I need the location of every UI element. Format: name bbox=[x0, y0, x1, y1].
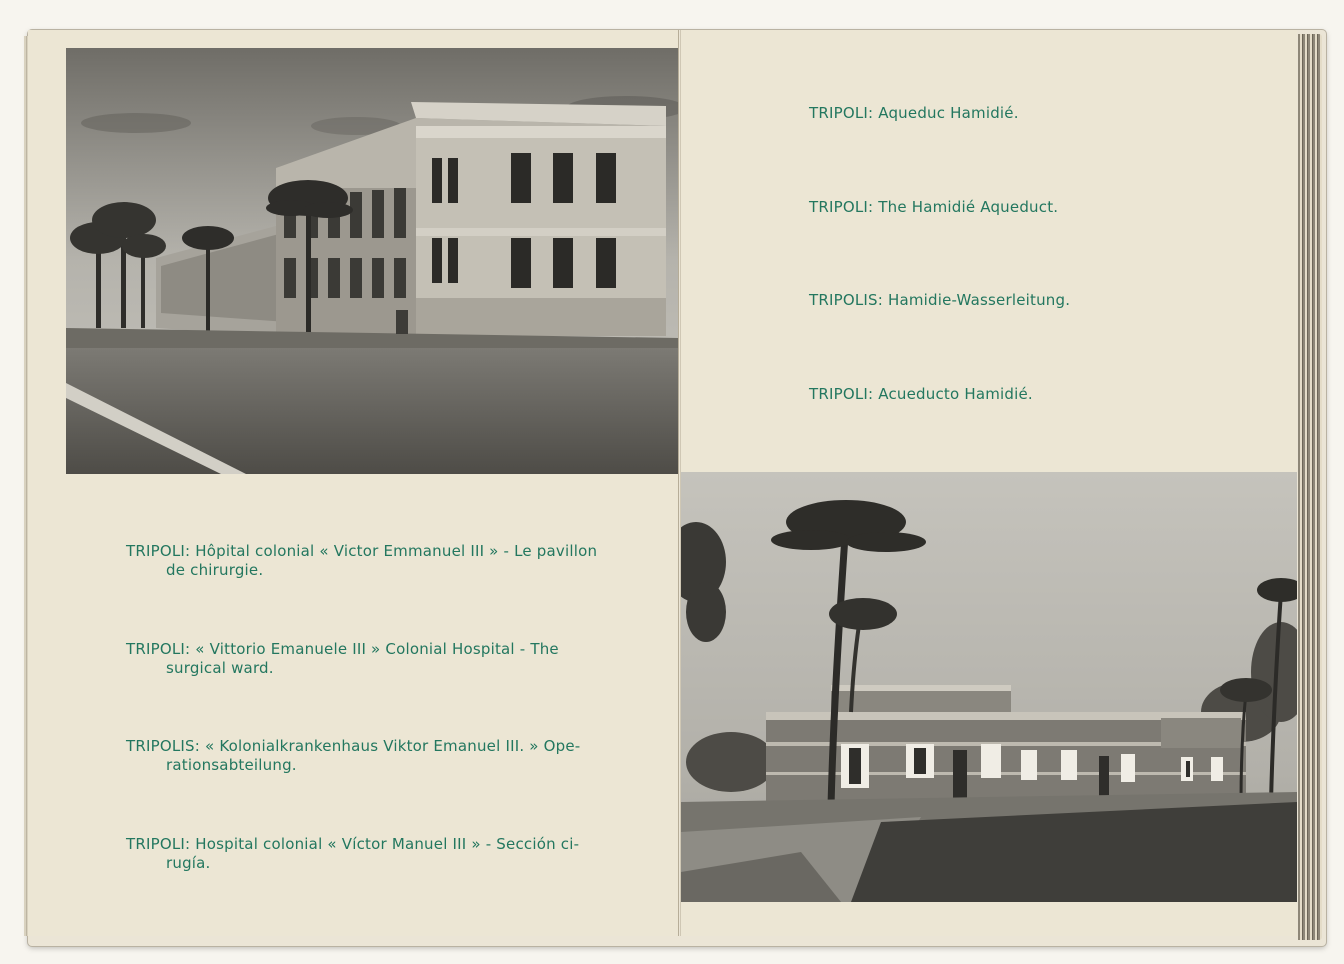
right-page bbox=[680, 30, 1297, 936]
caption-hospital-es bbox=[126, 835, 626, 873]
caption-line: TRIPOLI: « Vittorio Emanuele III » Colonial Hospital - The bbox=[126, 640, 559, 658]
hospital-photo-image bbox=[66, 48, 678, 474]
hospital-photo bbox=[66, 48, 678, 474]
caption-line-continued: rationsabteilung. bbox=[166, 756, 297, 774]
aqueduct-photo-image bbox=[681, 472, 1297, 902]
aqueduct-photo bbox=[681, 472, 1297, 902]
book-spread bbox=[28, 30, 1326, 946]
caption-line-continued: rugía. bbox=[166, 854, 211, 872]
left-page bbox=[28, 30, 679, 936]
caption-aqueduct-en: TRIPOLI: The Hamidié Aqueduct. bbox=[809, 198, 1059, 216]
caption-line: TRIPOLI: Hospital colonial « Víctor Manuel III » - Sección ci- bbox=[126, 835, 580, 853]
caption-aqueduct-es: TRIPOLI: Acueducto Hamidié. bbox=[809, 385, 1033, 403]
caption-hospital-fr bbox=[126, 542, 626, 580]
caption-hospital-en bbox=[126, 640, 626, 678]
caption-line-continued: surgical ward. bbox=[166, 659, 274, 677]
caption-aqueduct-fr: TRIPOLI: Aqueduc Hamidié. bbox=[809, 104, 1019, 122]
page-edges-right bbox=[1298, 34, 1322, 940]
caption-line: TRIPOLI: Hôpital colonial « Victor Emmanuel III » - Le pavillon bbox=[126, 542, 598, 560]
caption-line-continued: de chirurgie. bbox=[166, 561, 264, 579]
caption-line: TRIPOLIS: « Kolonialkrankenhaus Viktor Emanuel III. » Ope- bbox=[126, 737, 581, 755]
caption-hospital-de bbox=[126, 737, 626, 775]
caption-aqueduct-de: TRIPOLIS: Hamidie-Wasserleitung. bbox=[809, 291, 1071, 309]
